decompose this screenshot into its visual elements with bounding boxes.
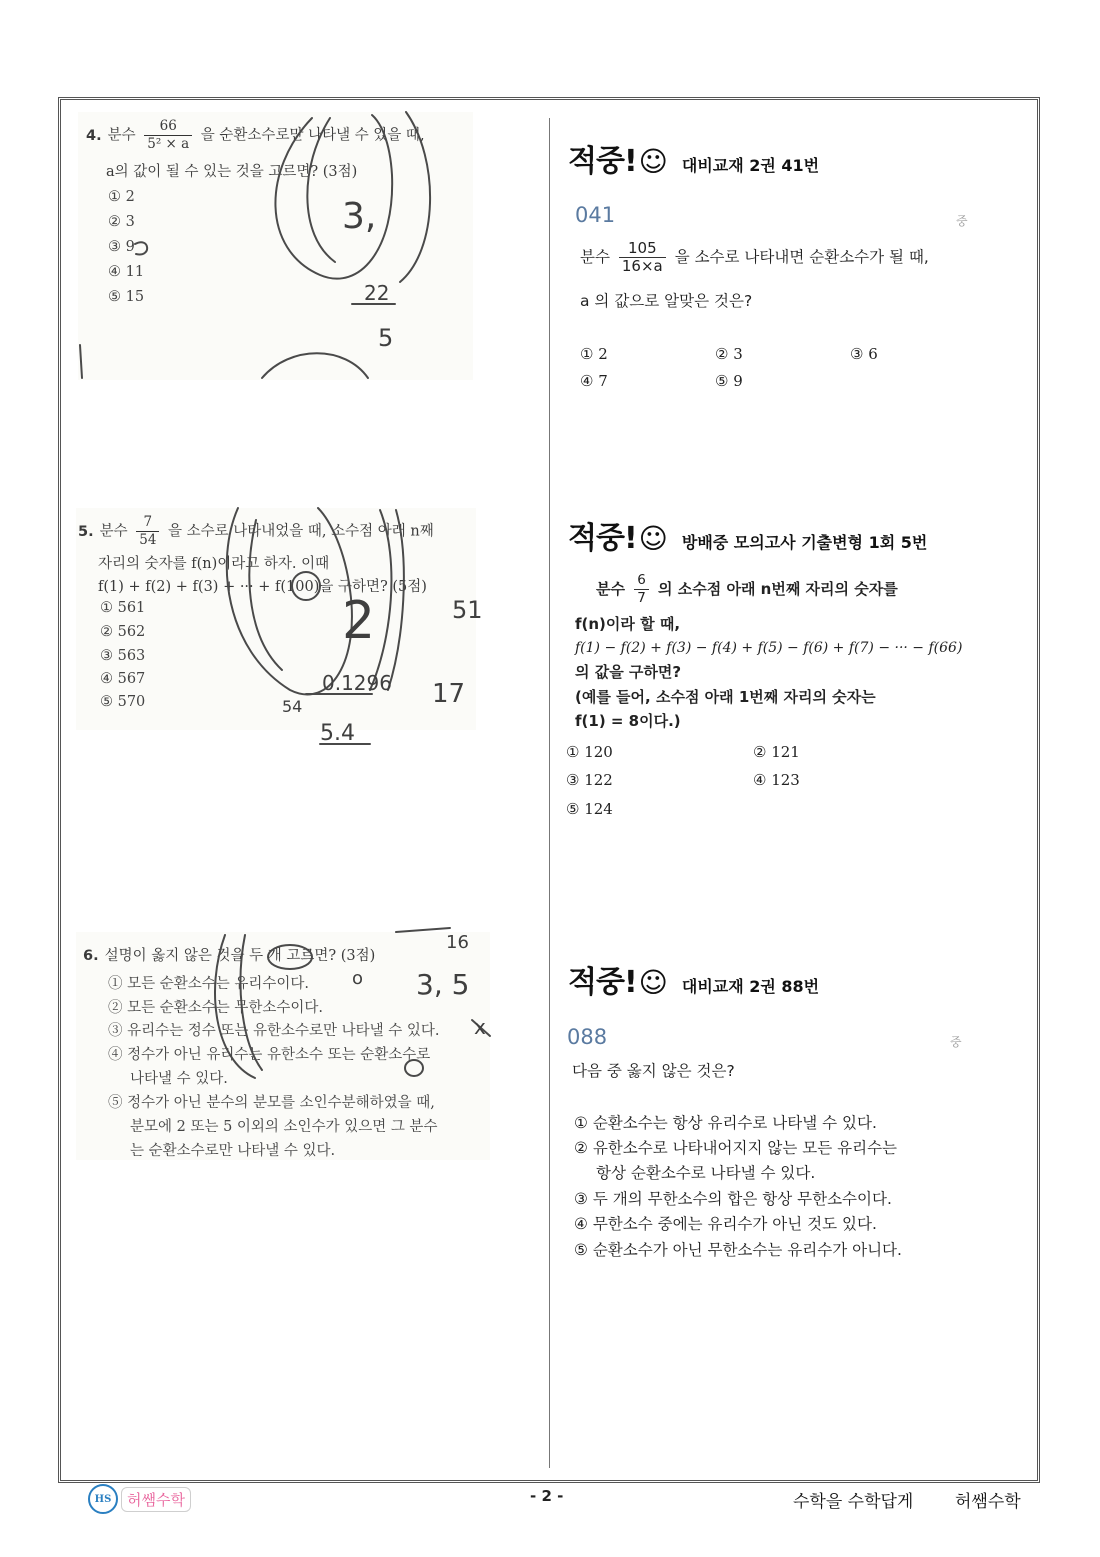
r3-choice-1: ① 순환소수는 항상 유리수로 나타낼 수 있다. <box>574 1114 877 1132</box>
r1-choice-5: ⑤ 9 <box>715 372 743 390</box>
r1-fraction: $\frac{105}{16\times a}$ <box>619 240 666 275</box>
hw-q6-d: x <box>474 1015 486 1039</box>
q4-line2: a의 값이 될 수 있는 것을 고르면? (3점) <box>106 164 358 180</box>
q6-choice-3: ③ 유리수는 정수 또는 유한소수로만 나타낼 수 있다. <box>108 1023 440 1039</box>
r2-line5: (예를 들어, 소수점 아래 1번째 자리의 숫자는 <box>575 688 876 706</box>
q4-choice-5: ⑤ 15 <box>108 289 145 305</box>
hw-q6-c: o <box>352 968 364 989</box>
r1-line2: a 의 값으로 알맞은 것은? <box>580 292 753 310</box>
r1-choice-3: ③ 6 <box>850 345 878 363</box>
q5-choice-2: ② 562 <box>100 624 146 640</box>
q5-choice-4: ④ 567 <box>100 671 146 687</box>
r2-choice-5: ⑤ 124 <box>566 800 613 818</box>
q6-choice-1: ① 모든 순환소수는 유리수이다. <box>108 976 310 992</box>
q6-choice-5-cont1: 분모에 2 또는 5 이외의 소인수가 있으면 그 분수 <box>130 1119 438 1135</box>
hw-q4-b: 22 <box>364 281 390 305</box>
hw-q6-a: 16 <box>446 932 469 953</box>
hit-heading-1 <box>568 136 819 180</box>
hit-label: 적중! <box>568 521 637 556</box>
q4-choice-2: ② 3 <box>108 214 135 230</box>
r3-choice-5: ⑤ 순환소수가 아닌 무한소수는 유리수가 아니다. <box>574 1241 902 1259</box>
page-number: - 2 - <box>530 1487 564 1505</box>
r1-stem: 분수 $\frac{105}{16\times a}$ 을 소수로 나타내면 순환소수가 될 때, <box>580 239 929 275</box>
smiley-icon: ☺ <box>638 966 668 999</box>
r1-choice-2: ② 3 <box>715 345 743 363</box>
r2-fraction: $\frac{6}{7}$ <box>634 572 649 607</box>
brand-logo <box>88 1484 191 1514</box>
hw-q5-b: 0.1296 <box>322 671 392 695</box>
r3-choice-2-cont: 항상 순환소수로 나타낼 수 있다. <box>596 1164 816 1182</box>
hw-q5-e: 51 <box>452 596 483 624</box>
hw-q5-a: 2 <box>342 591 376 651</box>
r3-line1: 다음 중 옳지 않은 것은? <box>572 1062 735 1080</box>
q5-line2: 자리의 숫자를 f(n)이라고 하자. 이때 <box>98 556 330 572</box>
r2-choice-4: ④ 123 <box>753 771 800 789</box>
r2-line4: 의 값을 구하면? <box>575 663 682 681</box>
hw-q5-f: 17 <box>432 679 466 709</box>
q4-stem: 4. 분수 $\frac{66}{\text{5² × a}}$ 을 순환소수로만 나타낼 수 있을 때, <box>86 118 425 152</box>
r2-line6: f(1) = 8이다.) <box>575 712 681 730</box>
logo-text: 허쌤수학 <box>121 1487 191 1512</box>
hit-heading-2 <box>568 513 927 557</box>
smiley-icon: ☺ <box>638 145 668 178</box>
source-label: 대비교재 2권 41번 <box>681 156 820 175</box>
r2-choice-1: ① 120 <box>566 743 613 761</box>
r1-choice-4: ④ 7 <box>580 372 608 390</box>
q6-choice-4: ④ 정수가 아닌 유리수는 유한소수 또는 순환소수로 <box>108 1047 431 1063</box>
q6-choice-5: ⑤ 정수가 아닌 분수의 분모를 소인수분해하였을 때, <box>108 1095 435 1111</box>
q5-fraction: $\frac{7}{54}$ <box>136 514 159 549</box>
q6-choice-5-cont2: 는 순환소수로만 나타낼 수 있다. <box>130 1143 336 1159</box>
q6-choice-4-cont: 나타낼 수 있다. <box>130 1071 228 1087</box>
column-divider <box>549 118 550 1468</box>
hit-label: 적중! <box>568 965 637 1000</box>
r2-choice-2: ② 121 <box>753 743 800 761</box>
difficulty-badge: 중 <box>956 214 968 228</box>
problem-number: 088 <box>567 1025 608 1049</box>
logo-mark: HS <box>88 1484 118 1514</box>
r3-choice-3: ③ 두 개의 무한소수의 합은 항상 무한소수이다. <box>574 1190 892 1208</box>
q4-fraction: $\frac{66}{\text{5² × a}}$ <box>144 118 192 153</box>
source-label: 방배중 모의고사 기출변형 1회 5번 <box>681 533 928 552</box>
r2-stem: 분수 $\frac{6}{7}$ 의 소수점 아래 n번째 자리의 숫자를 <box>596 572 898 606</box>
hw-q4-a: 3, <box>342 196 377 237</box>
smiley-icon: ☺ <box>638 522 668 555</box>
q5-choice-1: ① 561 <box>100 600 146 616</box>
hw-q5-d: 5.4 <box>320 721 355 746</box>
q5-choice-3: ③ 563 <box>100 648 146 664</box>
hit-heading-3 <box>568 957 819 1001</box>
hw-q4-c: 5 <box>378 324 394 352</box>
question-number: 4. <box>86 127 102 144</box>
hit-label: 적중! <box>568 144 637 179</box>
question-number: 6. <box>83 948 99 964</box>
difficulty-badge: 중 <box>950 1035 962 1049</box>
q4-choice-3: ③ 9 <box>108 239 135 255</box>
q6-stem: 6. 설명이 옳지 않은 것을 두 개 고르면? (3점) <box>83 948 376 964</box>
hw-q5-c: 54 <box>282 697 303 716</box>
r2-line3: f(1) − f(2) + f(3) − f(4) + f(5) − f(6) + f(7) − ··· − f(66) <box>575 640 963 656</box>
q4-choice-1: ① 2 <box>108 189 135 205</box>
problem-number: 041 <box>575 203 616 227</box>
r3-choice-4: ④ 무한소수 중에는 유리수가 아닌 것도 있다. <box>574 1215 877 1233</box>
q5-line3: f(1) + f(2) + f(3) + ··· + f(100)을 구하면? (5점) <box>98 579 427 595</box>
r2-choice-3: ③ 122 <box>566 771 613 789</box>
footer-tagline: 수학을 수학답게 <box>793 1492 914 1512</box>
q6-choice-2: ② 모든 순환소수는 무한소수이다. <box>108 1000 324 1016</box>
r1-choice-1: ① 2 <box>580 345 608 363</box>
hw-q6-b: 3, 5 <box>416 968 470 1001</box>
r2-line2: f(n)이라 할 때, <box>575 615 681 633</box>
q5-choice-5: ⑤ 570 <box>100 694 146 710</box>
r3-choice-2: ② 유한소수로 나타내어지지 않는 모든 유리수는 <box>574 1139 898 1157</box>
question-number: 5. <box>78 523 94 540</box>
q5-stem: 5. 분수 $\frac{7}{54}$ 을 소수로 나타내었을 때, 소수점 아래 n째 <box>78 514 434 548</box>
q4-choice-4: ④ 11 <box>108 264 145 280</box>
source-label: 대비교재 2권 88번 <box>681 977 820 996</box>
footer-brand: 허쌤수학 <box>955 1492 1021 1512</box>
